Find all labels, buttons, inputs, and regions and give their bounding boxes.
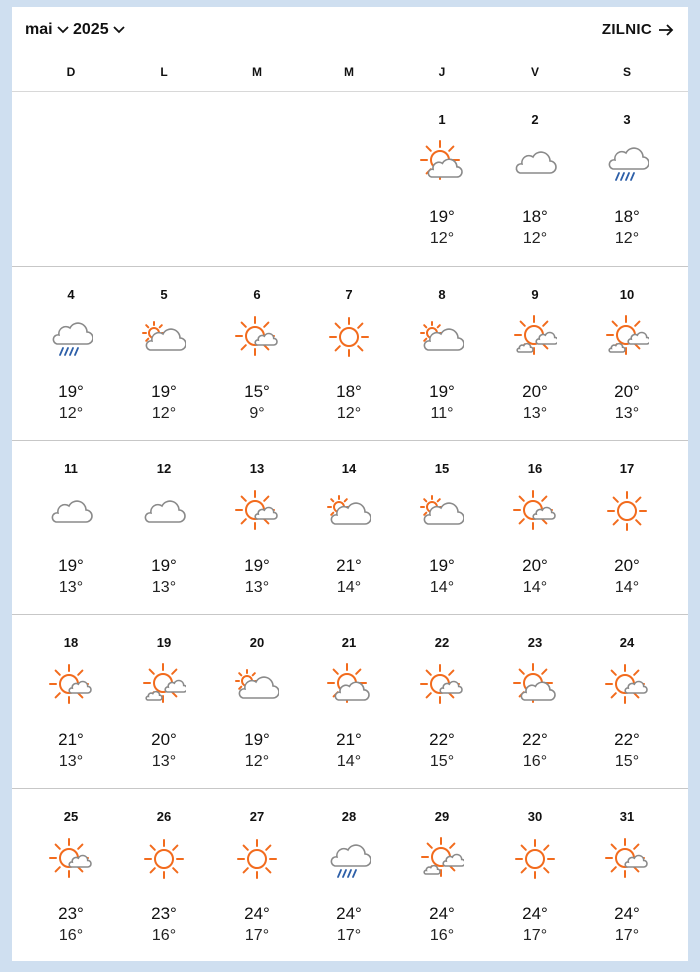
day-cell[interactable]	[490, 92, 580, 266]
week-row	[12, 266, 688, 441]
low-temperature: 15°	[429, 753, 455, 770]
sun-small-cloud-icon	[605, 663, 649, 707]
day-cell[interactable]	[397, 441, 487, 615]
day-number: 27	[249, 809, 265, 824]
day-cell[interactable]	[397, 615, 487, 789]
day-cell[interactable]	[212, 789, 302, 963]
day-number: 14	[341, 461, 357, 476]
day-cell[interactable]	[26, 267, 116, 441]
week-row	[12, 92, 688, 266]
low-temperature: 15°	[614, 753, 640, 770]
day-number: 21	[341, 635, 357, 650]
chevron-down-icon	[113, 26, 125, 34]
low-temperature: 17°	[614, 927, 640, 944]
low-temperature: 12°	[58, 405, 84, 422]
day-cell[interactable]	[397, 92, 487, 266]
day-number: 24	[619, 635, 635, 650]
day-number: 28	[341, 809, 357, 824]
high-temperature: 18°	[614, 207, 640, 226]
high-temperature: 24°	[429, 904, 455, 923]
high-temperature: 19°	[244, 556, 270, 575]
rain-icon	[605, 140, 649, 184]
low-temperature: 16°	[151, 927, 177, 944]
sun-icon	[142, 837, 186, 881]
cloud-sun-icon	[142, 315, 186, 359]
high-temperature: 20°	[151, 730, 177, 749]
high-temperature: 24°	[614, 904, 640, 923]
sun-icon	[513, 837, 557, 881]
high-temperature: 19°	[429, 382, 455, 401]
day-cell[interactable]	[26, 615, 116, 789]
day-number: 15	[434, 461, 450, 476]
low-temperature: 16°	[58, 927, 84, 944]
cloud-sun-icon	[420, 315, 464, 359]
low-temperature: 12°	[522, 230, 548, 247]
day-number: 13	[249, 461, 265, 476]
day-cell[interactable]	[212, 267, 302, 441]
sun-small-cloud-icon	[235, 315, 279, 359]
sun-clouds-icon	[513, 315, 557, 359]
day-number: 4	[67, 287, 75, 302]
high-temperature: 19°	[244, 730, 270, 749]
weekday-label: S	[622, 65, 631, 79]
day-cell[interactable]	[119, 615, 209, 789]
high-temperature: 18°	[336, 382, 362, 401]
sun-icon	[605, 489, 649, 533]
day-cell[interactable]	[490, 789, 580, 963]
day-cell[interactable]	[490, 615, 580, 789]
day-number: 25	[63, 809, 79, 824]
low-temperature: 13°	[151, 753, 177, 770]
day-number: 23	[527, 635, 543, 650]
day-number: 19	[156, 635, 172, 650]
day-number: 30	[527, 809, 543, 824]
cloud-sun-icon	[235, 663, 279, 707]
day-cell[interactable]	[212, 615, 302, 789]
day-cell[interactable]	[304, 615, 394, 789]
day-number: 7	[345, 287, 353, 302]
day-number: 5	[160, 287, 168, 302]
high-temperature: 20°	[614, 556, 640, 575]
low-temperature: 12°	[336, 405, 362, 422]
high-temperature: 15°	[244, 382, 270, 401]
month-select[interactable]	[25, 21, 69, 39]
high-temperature: 21°	[336, 556, 362, 575]
day-cell[interactable]	[397, 789, 487, 963]
sun-small-cloud-icon	[513, 489, 557, 533]
sun-cloud-icon	[513, 663, 557, 707]
low-temperature: 13°	[151, 579, 177, 596]
day-cell[interactable]	[582, 615, 672, 789]
day-number: 18	[63, 635, 79, 650]
high-temperature: 19°	[429, 556, 455, 575]
day-number: 11	[64, 461, 78, 476]
week-row	[12, 614, 688, 789]
low-temperature: 12°	[429, 230, 455, 247]
sun-clouds-icon	[605, 315, 649, 359]
day-cell[interactable]	[119, 789, 209, 963]
sun-small-cloud-icon	[235, 489, 279, 533]
day-number: 2	[531, 112, 539, 127]
day-cell[interactable]	[397, 267, 487, 441]
sun-small-cloud-icon	[605, 837, 649, 881]
high-temperature: 21°	[336, 730, 362, 749]
high-temperature: 18°	[522, 207, 548, 226]
high-temperature: 23°	[58, 904, 84, 923]
day-number: 26	[156, 809, 172, 824]
sun-small-cloud-icon	[49, 663, 93, 707]
cloud-icon	[142, 489, 186, 533]
high-temperature: 21°	[58, 730, 84, 749]
chevron-down-icon	[57, 26, 69, 34]
day-number: 12	[156, 461, 172, 476]
weekday-label: V	[530, 65, 539, 79]
day-cell[interactable]	[582, 441, 672, 615]
high-temperature: 22°	[522, 730, 548, 749]
high-temperature: 19°	[58, 382, 84, 401]
year-label: 2025	[73, 21, 109, 38]
high-temperature: 24°	[244, 904, 270, 923]
weekday-label: J	[438, 65, 446, 79]
low-temperature: 17°	[244, 927, 270, 944]
low-temperature: 14°	[429, 579, 455, 596]
arrow-right-icon	[658, 24, 674, 36]
low-temperature: 13°	[58, 579, 84, 596]
day-cell[interactable]	[582, 267, 672, 441]
high-temperature: 20°	[614, 382, 640, 401]
high-temperature: 24°	[522, 904, 548, 923]
cloud-sun-icon	[327, 489, 371, 533]
day-cell[interactable]	[582, 789, 672, 963]
sun-icon	[235, 837, 279, 881]
day-cell[interactable]	[212, 441, 302, 615]
weekday-label: D	[66, 65, 76, 79]
high-temperature: 20°	[522, 382, 548, 401]
day-cell[interactable]	[490, 441, 580, 615]
low-temperature: 11°	[430, 405, 454, 422]
day-number: 10	[619, 287, 635, 302]
day-number: 9	[531, 287, 539, 302]
day-number: 17	[619, 461, 635, 476]
low-temperature: 12°	[151, 405, 177, 422]
cloud-icon	[49, 489, 93, 533]
low-temperature: 13°	[614, 405, 640, 422]
cloud-sun-icon	[420, 489, 464, 533]
day-cell[interactable]	[304, 267, 394, 441]
day-cell[interactable]	[304, 789, 394, 963]
cloud-icon	[513, 140, 557, 184]
sun-cloud-icon	[327, 663, 371, 707]
day-cell[interactable]	[582, 92, 672, 266]
week-row	[12, 440, 688, 615]
day-cell[interactable]	[26, 441, 116, 615]
high-temperature: 22°	[429, 730, 455, 749]
rain-icon	[327, 837, 371, 881]
low-temperature: 13°	[58, 753, 84, 770]
day-number: 8	[438, 287, 446, 302]
sun-clouds-icon	[420, 837, 464, 881]
day-cell[interactable]	[304, 441, 394, 615]
calendar-panel	[12, 7, 688, 961]
low-temperature: 16°	[429, 927, 455, 944]
low-temperature: 17°	[522, 927, 548, 944]
day-cell[interactable]	[490, 267, 580, 441]
week-row	[12, 788, 688, 963]
low-temperature: 14°	[336, 753, 362, 770]
low-temperature: 14°	[522, 579, 548, 596]
day-cell[interactable]	[119, 267, 209, 441]
sun-clouds-icon	[142, 663, 186, 707]
high-temperature: 19°	[151, 382, 177, 401]
day-number: 22	[434, 635, 450, 650]
sun-icon	[327, 315, 371, 359]
day-number: 16	[527, 461, 543, 476]
rain-icon	[49, 315, 93, 359]
calendar-header	[12, 7, 688, 53]
low-temperature: 12°	[244, 753, 270, 770]
sun-small-cloud-icon	[420, 663, 464, 707]
low-temperature: 16°	[522, 753, 548, 770]
daily-label: ZILNIC	[601, 21, 652, 38]
day-number: 31	[619, 809, 635, 824]
sun-cloud-icon	[420, 140, 464, 184]
high-temperature: 19°	[58, 556, 84, 575]
day-cell[interactable]	[26, 789, 116, 963]
day-number: 6	[253, 287, 261, 302]
weekday-label: M	[252, 65, 262, 79]
low-temperature: 17°	[336, 927, 362, 944]
month-label: mai	[25, 21, 53, 38]
sun-small-cloud-icon	[49, 837, 93, 881]
weekday-header-row	[12, 53, 688, 92]
low-temperature: 9°	[249, 405, 265, 422]
high-temperature: 19°	[429, 207, 455, 226]
year-select[interactable]	[73, 21, 125, 39]
high-temperature: 24°	[336, 904, 362, 923]
low-temperature: 13°	[522, 405, 548, 422]
high-temperature: 22°	[614, 730, 640, 749]
high-temperature: 20°	[522, 556, 548, 575]
weekday-label: M	[344, 65, 354, 79]
high-temperature: 19°	[151, 556, 177, 575]
day-number: 1	[438, 112, 446, 127]
low-temperature: 12°	[614, 230, 640, 247]
low-temperature: 14°	[336, 579, 362, 596]
high-temperature: 23°	[151, 904, 177, 923]
day-number: 3	[623, 112, 631, 127]
low-temperature: 13°	[244, 579, 270, 596]
day-number: 29	[434, 809, 450, 824]
day-number: 20	[249, 635, 265, 650]
day-cell[interactable]	[119, 441, 209, 615]
weekday-label: L	[160, 65, 168, 79]
daily-view-link[interactable]	[602, 21, 674, 38]
low-temperature: 14°	[614, 579, 640, 596]
